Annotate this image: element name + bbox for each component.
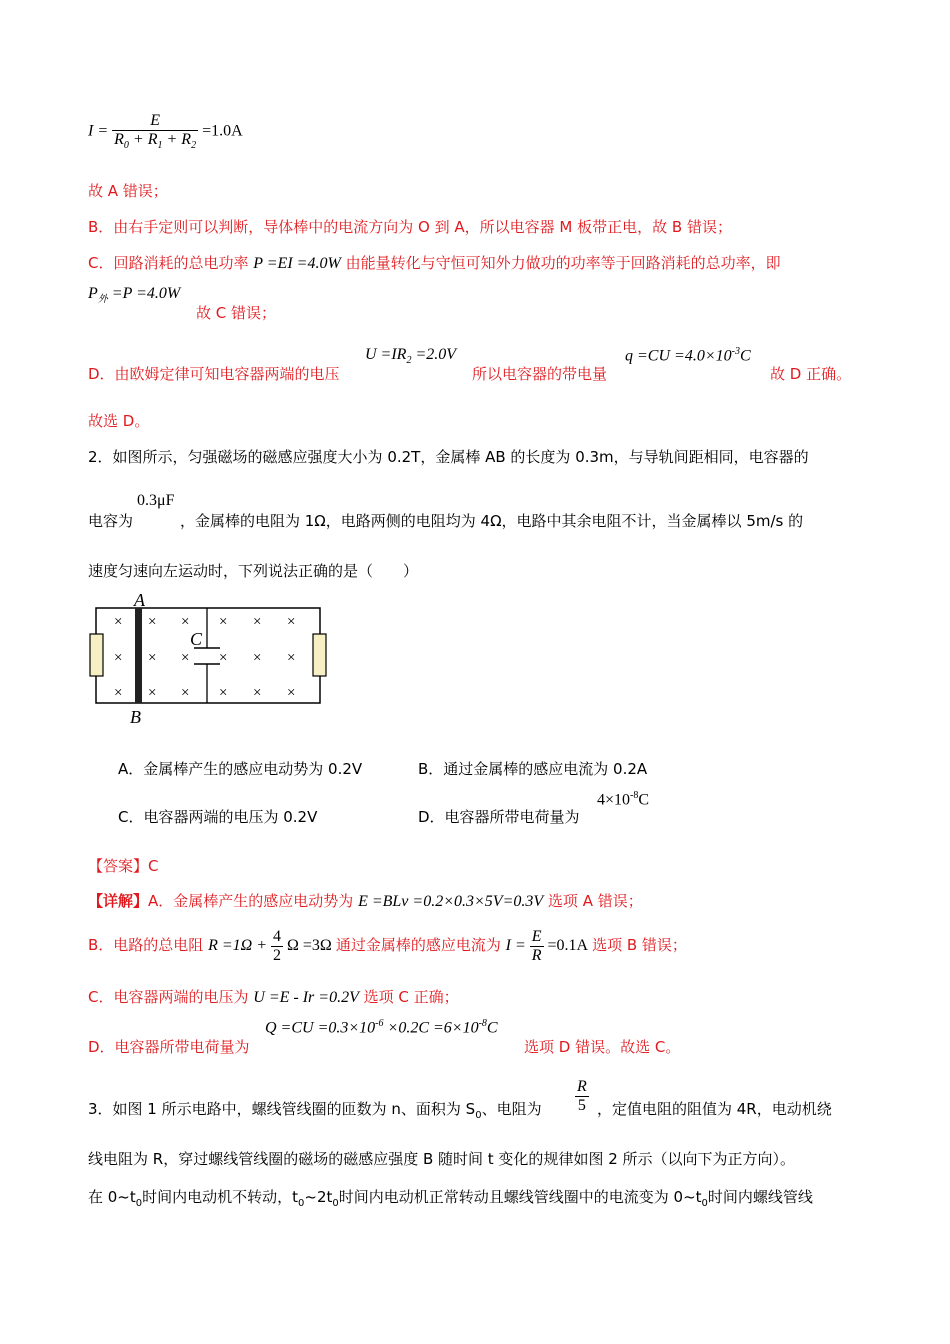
detail-d-formula bbox=[265, 1018, 498, 1037]
q3-l3-d-sub: 0 bbox=[701, 1198, 708, 1209]
formula-p-rest: =P =4.0W bbox=[111, 285, 181, 302]
q3-l3-a: 在 0~t bbox=[88, 1188, 136, 1206]
detail-b-mid: 通过金属棒的感应电流为 bbox=[335, 936, 501, 954]
q2-line-3: 速度匀速向左运动时，下列说法正确的是（ ） bbox=[88, 562, 419, 580]
field-cross: × bbox=[114, 614, 123, 630]
label-c: C bbox=[190, 629, 203, 649]
option-d-exp: -8 bbox=[630, 790, 639, 801]
field-cross: × bbox=[181, 650, 190, 666]
q3-l3-a-sub: 0 bbox=[135, 1198, 143, 1209]
den-r0: R bbox=[114, 131, 124, 148]
formula-q-exp: -3 bbox=[731, 346, 740, 357]
option-d-unit: C bbox=[638, 791, 650, 809]
formula-q: q =CU =4.0×10 bbox=[625, 347, 732, 365]
den-r2: R bbox=[181, 131, 192, 148]
detail-a-pre: A．金属棒产生的感应电动势为 bbox=[148, 892, 354, 910]
q3-l3-c-sub: 0 bbox=[332, 1198, 339, 1209]
q2-line-1: 2．如图所示，匀强磁场的磁感应强度大小为 0.2T，金属棒 AB 的长度为 0.3m，与导轨间距相同，电容器的 bbox=[88, 448, 809, 466]
option-d-base: 4×10 bbox=[597, 791, 631, 809]
den-r1: R bbox=[147, 131, 158, 148]
detail-c-pre: C．电容器两端的电压为 bbox=[88, 988, 249, 1006]
q3-fraction bbox=[575, 1078, 589, 1115]
field-cross: × bbox=[219, 614, 228, 630]
q2-detail-d-pre: D．电容器所带电荷量为 bbox=[88, 1038, 250, 1056]
detail-b-i-den: R bbox=[531, 946, 542, 964]
den-sub-1: 1 bbox=[157, 140, 163, 152]
detail-d-part1: Q =CU =0.3×10 bbox=[265, 1019, 376, 1037]
q3-line1-mid: 、电阻为 bbox=[481, 1100, 542, 1118]
detail-c-post: 选项 C 正确； bbox=[363, 988, 459, 1006]
q1-line-c2 bbox=[88, 284, 180, 305]
q3-line-1 bbox=[88, 1098, 542, 1121]
detail-c-formula: U =E - Ir =0.2V bbox=[253, 989, 359, 1006]
formula-p: P bbox=[88, 285, 98, 302]
detail-b-num: 4 bbox=[273, 927, 282, 945]
q3-l3-b-sub: 0 bbox=[298, 1198, 305, 1209]
detail-d-exp2: -8 bbox=[478, 1018, 487, 1029]
field-cross: × bbox=[219, 650, 228, 666]
detail-d-part2: ×0.2C =6×10 bbox=[387, 1019, 479, 1037]
q2-line-2-post: ，金属棒的电阻为 1Ω，电路两侧的电阻均为 4Ω，电路中其余电阻不计，当金属棒以 5m/s 的 bbox=[180, 512, 804, 530]
q3-frac-num: R bbox=[577, 1078, 587, 1095]
q1-line-c-post: 由能量转化与守恒可知外力做功的功率等于回路消耗的总功率，即 bbox=[345, 254, 781, 272]
formula-rhs: =1.0A bbox=[202, 122, 243, 140]
option-d-pre: D．电容器所带电荷量为 bbox=[418, 808, 580, 826]
option-b: B．通过金属棒的感应电流为 0.2A bbox=[418, 760, 648, 778]
detail-b-current bbox=[505, 927, 592, 964]
q1-formula-u bbox=[365, 346, 456, 366]
q1-line-a: 故 A 错误； bbox=[88, 182, 168, 200]
q1-line-d-pre: D．由欧姆定律可知电容器两端的电压 bbox=[88, 365, 340, 383]
option-c: C．电容器两端的电压为 0.2V bbox=[118, 808, 318, 826]
detail-b-right: Ω =3Ω bbox=[287, 937, 332, 954]
detail-d-exp1: -6 bbox=[375, 1018, 384, 1029]
den-sub-2: 2 bbox=[191, 140, 197, 152]
field-cross: × bbox=[287, 614, 296, 630]
detail-b-i: I = bbox=[505, 937, 526, 954]
label-a: A bbox=[134, 590, 145, 610]
q3-line1-post: ，定值电阻的阻值为 4R，电动机绕 bbox=[597, 1100, 832, 1118]
field-cross: × bbox=[287, 685, 296, 701]
formula-u-sub: 2 bbox=[406, 355, 412, 367]
formula-fraction bbox=[112, 112, 198, 151]
q3-frac-den: 5 bbox=[575, 1096, 589, 1115]
q2-line-2-pre: 电容为 bbox=[88, 512, 134, 530]
detail-b-formula bbox=[208, 927, 336, 964]
q1-line-c bbox=[88, 252, 781, 273]
field-cross: × bbox=[114, 685, 123, 701]
detail-b-den: 2 bbox=[273, 946, 282, 964]
detail-a-post: 选项 A 错误； bbox=[547, 892, 643, 910]
q3-line1-pre: 3．如图 1 所示电路中，螺线管线圈的匝数为 n、面积为 S bbox=[88, 1100, 476, 1118]
field-cross: × bbox=[219, 685, 228, 701]
q3-l3-c: ~2t bbox=[304, 1188, 333, 1206]
q1-line-d-mid: 所以电容器的带电量 bbox=[472, 365, 608, 383]
q1-line-c2-formula bbox=[88, 285, 181, 306]
detail-b-i-rest: =0.1A bbox=[547, 937, 589, 954]
q2-detail-c bbox=[88, 986, 459, 1007]
q3-l3-b: 时间内电动机不转动，t bbox=[142, 1188, 299, 1206]
q2-capacitance: 0.3μF bbox=[137, 492, 175, 509]
field-cross: × bbox=[148, 685, 157, 701]
q2-detail-b bbox=[88, 924, 687, 967]
field-cross: × bbox=[253, 614, 262, 630]
q2-detail-a bbox=[88, 890, 643, 911]
q3-line-3 bbox=[88, 1186, 813, 1209]
fraction-numerator: E bbox=[150, 112, 160, 129]
q3-line-2: 线电阻为 R，穿过螺线管线圈的磁场的磁感应强度 B 随时间 t 变化的规律如图 2 所示（以向下为正方向）。 bbox=[88, 1150, 796, 1168]
left-resistor bbox=[90, 634, 103, 676]
q2-detail-d-post: 选项 D 错误。故选 C。 bbox=[524, 1038, 681, 1056]
option-d-formula bbox=[597, 790, 649, 809]
q1-line-c-formula: P =EI =4.0W bbox=[253, 255, 341, 272]
field-cross: × bbox=[253, 685, 262, 701]
den-sub-0: 0 bbox=[123, 140, 129, 152]
detail-d-unit: C bbox=[486, 1019, 498, 1037]
q3-l3-d: 时间内电动机正常转动且螺线管线圈中的电流变为 0~t bbox=[338, 1188, 702, 1206]
detail-b-post: 选项 B 错误； bbox=[592, 936, 687, 954]
q1-line-c2-post: 故 C 错误； bbox=[196, 304, 277, 322]
q1-line-b: B．由右手定则可以判断，导体棒中的电流方向为 O 到 A，所以电容器 M 板带正电，故 B 错误； bbox=[88, 218, 732, 236]
detail-b-i-fraction bbox=[530, 928, 544, 965]
field-cross: × bbox=[148, 614, 157, 630]
detail-b-pre: B．电路的总电阻 bbox=[88, 936, 204, 954]
formula-lhs: I = bbox=[88, 122, 109, 140]
formula-u: U =IR bbox=[365, 346, 407, 363]
formula-q-unit: C bbox=[739, 347, 751, 365]
field-cross: × bbox=[181, 614, 190, 630]
formula-u-rest: =2.0V bbox=[415, 346, 457, 363]
q2-answer: 【答案】C bbox=[88, 857, 159, 875]
label-b: B bbox=[130, 707, 141, 727]
circuit-figure bbox=[84, 590, 334, 730]
detail-b-left: R =1Ω + bbox=[208, 937, 268, 954]
field-cross: × bbox=[253, 650, 262, 666]
formula-p-sub: 外 bbox=[97, 294, 108, 306]
metal-rod bbox=[135, 608, 142, 703]
q1-line-d-post: 故 D 正确。 bbox=[770, 365, 852, 383]
fraction-denominator: $R_0 + R_1 + R_2$ bbox=[114, 131, 197, 152]
detail-b-i-num: E bbox=[531, 927, 542, 945]
q3-frac bbox=[575, 1078, 589, 1115]
field-cross: × bbox=[114, 650, 123, 666]
detail-a-formula: E =BLv =0.2×0.3×5V=0.3V bbox=[358, 893, 544, 910]
q1-line-c-pre: C．回路消耗的总电功率 bbox=[88, 254, 249, 272]
field-cross: × bbox=[287, 650, 296, 666]
q1-select: 故选 D。 bbox=[88, 412, 150, 430]
field-cross: × bbox=[148, 650, 157, 666]
detail-label: 【详解】 bbox=[88, 892, 149, 910]
q3-line1-sub: 0 bbox=[475, 1110, 482, 1121]
q1-formula-q bbox=[625, 346, 751, 365]
field-cross: × bbox=[181, 685, 190, 701]
formula-current bbox=[88, 112, 243, 151]
q3-l3-e: 时间内螺线管线 bbox=[707, 1188, 813, 1206]
option-a: A．金属棒产生的感应电动势为 0.2V bbox=[118, 760, 363, 778]
detail-b-fraction bbox=[271, 928, 283, 965]
right-resistor bbox=[313, 634, 326, 676]
